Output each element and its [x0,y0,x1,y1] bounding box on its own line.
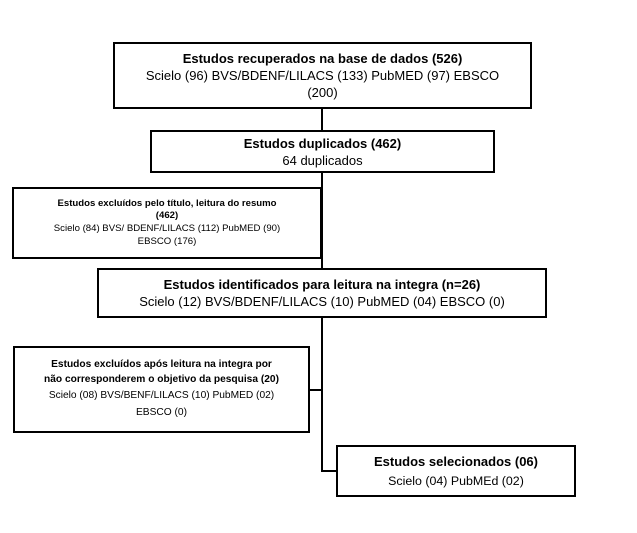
connector-to-excluidos-integra [309,389,321,391]
connector-to-selecionados [321,470,337,472]
excluidos-titulo-title-line2: (462) [155,210,179,222]
duplicados-title: Estudos duplicados (462) [243,135,402,151]
excluidos-titulo-title-line1: Estudos excluídos pelo título, leitura do resumo [57,197,277,209]
duplicados-line1: 64 duplicados [282,152,363,168]
selecionados-title: Estudos selecionados (06) [374,454,538,469]
excluidos-integra-title-line1: Estudos excluídos após leitura na integra por [51,359,272,370]
excluidos-titulo-line1: Scielo (84) BVS/ BDENF/LILACS (112) PubMED (90) [53,223,281,234]
box-estudos-excluidos-titulo [12,187,322,259]
recuperados-title: Estudos recuperados na base de dados (526) [182,51,463,66]
box-estudos-duplicados [150,130,495,173]
excluidos-integra-title-line2: não corresponderem o objetivo da pesquisa (20) [44,373,279,385]
excluidos-integra-line1: Scielo (08) BVS/BENF/LILACS (10) PubMED (02) [48,390,275,401]
recuperados-line2: (200) [307,85,338,100]
box-estudos-selecionados [336,445,576,497]
selecionados-line1: Scielo (04) PubMEd (02) [388,474,524,488]
recuperados-line1: Scielo (96) BVS/BDENF/LILACS (133) PubMED (97) EBSCO [145,68,500,83]
identificados-line1: Scielo (12) BVS/BDENF/LILACS (10) PubMED (04) EBSCO (0) [139,294,505,309]
box-estudos-identificados [97,268,547,318]
excluidos-integra-line2: EBSCO (0) [136,407,187,418]
box-estudos-recuperados [113,42,532,109]
excluidos-titulo-line2: EBSCO (176) [137,235,197,247]
identificados-title: Estudos identificados para leitura na integra (n=26) [163,277,481,292]
box-estudos-excluidos-integra [13,346,310,433]
